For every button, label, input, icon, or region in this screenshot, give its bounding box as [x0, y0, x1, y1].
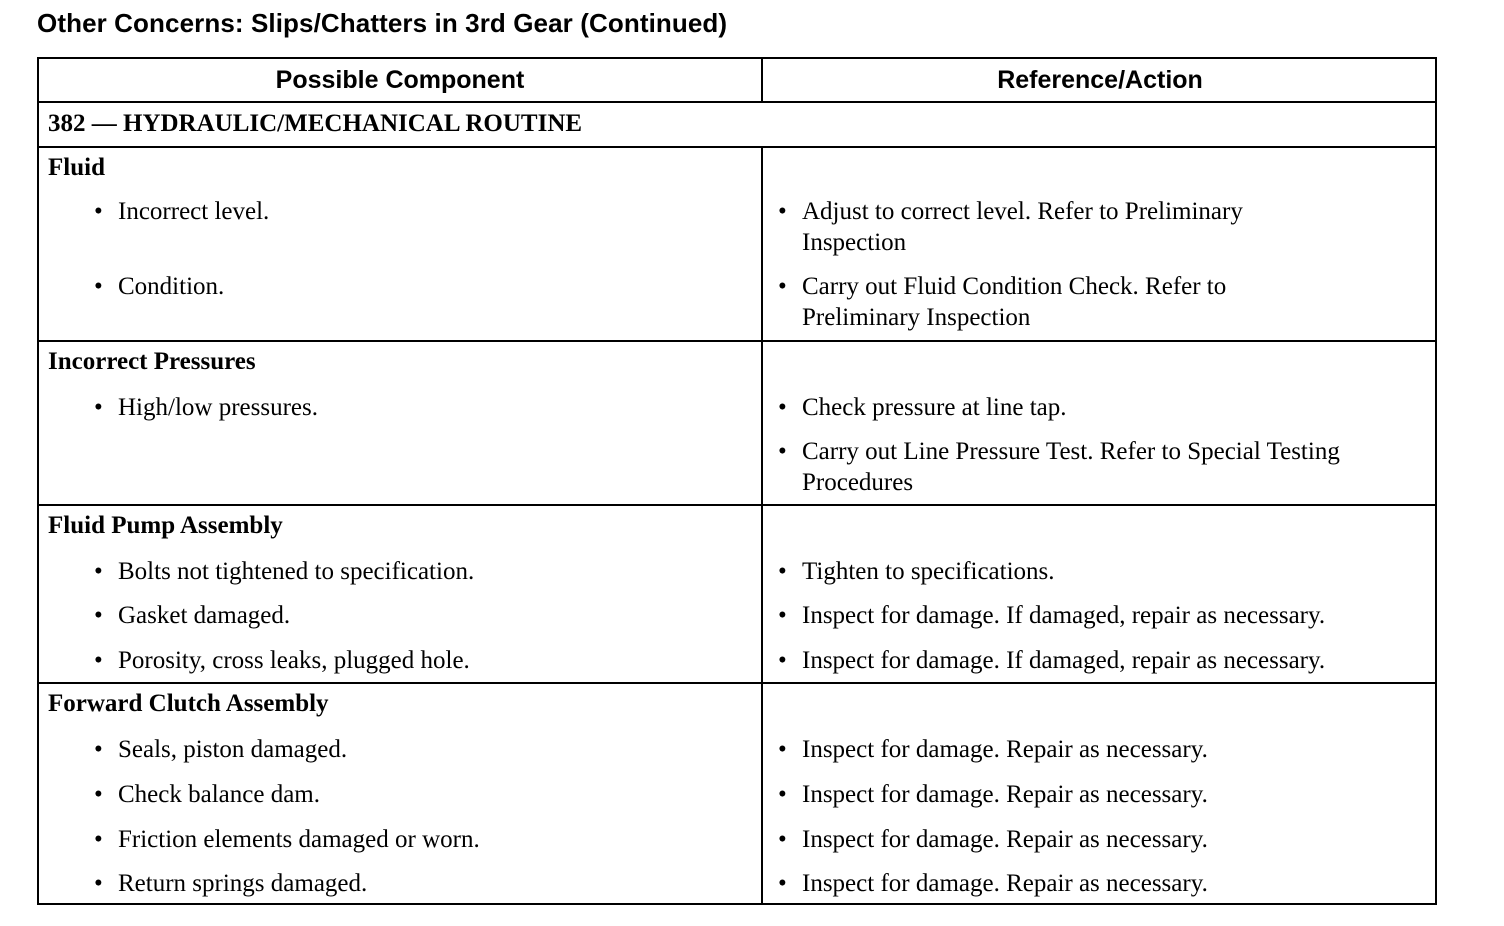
bullet-icon: •: [94, 781, 103, 808]
action-item: • Inspect for damage. Repair as necessary.: [778, 736, 1208, 763]
table-header-row: [39, 59, 1435, 103]
action-item: • Tighten to specifications.: [778, 558, 1055, 585]
action-item: • Inspect for damage. Repair as necessary.: [778, 826, 1208, 853]
bullet-icon: •: [94, 198, 103, 225]
section-fluid-pump-assembly: [39, 506, 1435, 684]
bullet-icon: •: [778, 273, 787, 300]
bullet-icon: •: [94, 647, 103, 674]
component-item: • Seals, piston damaged.: [94, 736, 348, 763]
bullet-icon: •: [778, 198, 787, 225]
section-title: Incorrect Pressures: [48, 348, 256, 375]
section-incorrect-pressures: [39, 342, 1435, 506]
action-item: • Inspect for damage. If damaged, repair as necessary.: [778, 647, 1326, 674]
action-item: • Carry out Fluid Condition Check. Refer to Preliminary Inspection: [778, 273, 1227, 331]
action-item: • Carry out Line Pressure Test. Refer to Special Testing Procedures: [778, 438, 1340, 496]
component-item: • Bolts not tightened to specification.: [94, 558, 475, 585]
column-divider-header: [761, 59, 763, 103]
section-title: Fluid Pump Assembly: [48, 512, 283, 539]
bullet-icon: •: [94, 736, 103, 763]
section-fluid: [39, 148, 1435, 342]
bullet-icon: •: [778, 870, 787, 897]
troubleshooting-table: [37, 57, 1437, 905]
action-item: • Inspect for damage. Repair as necessary.: [778, 870, 1208, 897]
component-item: • Condition.: [94, 273, 225, 300]
bullet-icon: •: [778, 558, 787, 585]
bullet-icon: •: [94, 558, 103, 585]
bullet-icon: •: [778, 602, 787, 629]
component-item: • Return springs damaged.: [94, 870, 368, 897]
bullet-icon: •: [94, 826, 103, 853]
bullet-icon: •: [778, 647, 787, 674]
component-item: • Check balance dam.: [94, 781, 320, 808]
action-item: • Inspect for damage. If damaged, repair as necessary.: [778, 602, 1326, 629]
action-item: • Inspect for damage. Repair as necessary.: [778, 781, 1208, 808]
section-title: Fluid: [48, 154, 105, 181]
bullet-icon: •: [94, 870, 103, 897]
bullet-icon: •: [94, 273, 103, 300]
bullet-icon: •: [94, 602, 103, 629]
bullet-icon: •: [778, 736, 787, 763]
section-title: Forward Clutch Assembly: [48, 690, 329, 717]
bullet-icon: •: [94, 394, 103, 421]
component-item: • High/low pressures.: [94, 394, 318, 421]
component-item: • Gasket damaged.: [94, 602, 291, 629]
bullet-icon: •: [778, 781, 787, 808]
component-item: • Incorrect level.: [94, 198, 270, 225]
page-title: Other Concerns: Slips/Chatters in 3rd Gear (Continued): [37, 8, 728, 38]
header-possible-component: Possible Component: [275, 66, 525, 94]
action-item: • Check pressure at line tap.: [778, 394, 1067, 421]
bullet-icon: •: [778, 394, 787, 421]
routine-row: [39, 103, 1435, 148]
section-forward-clutch-assembly: [39, 684, 1435, 905]
routine-label: 382 — HYDRAULIC/MECHANICAL ROUTINE: [48, 110, 583, 137]
bullet-icon: •: [778, 826, 787, 853]
action-item: • Adjust to correct level. Refer to Preliminary Inspection: [778, 198, 1243, 256]
header-reference-action: Reference/Action: [997, 66, 1203, 94]
bullet-icon: •: [778, 438, 787, 465]
component-item: • Porosity, cross leaks, plugged hole.: [94, 647, 470, 674]
component-item: • Friction elements damaged or worn.: [94, 826, 480, 853]
